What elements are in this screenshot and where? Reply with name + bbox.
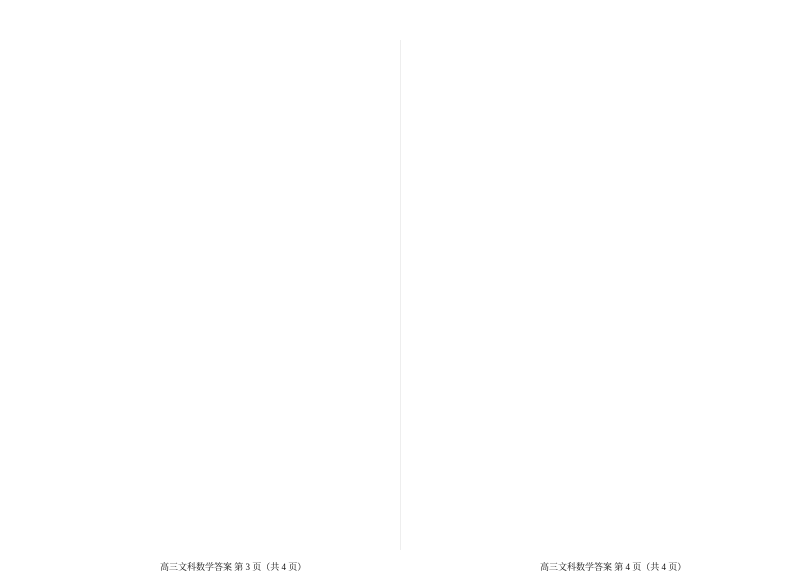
page-3-footer: 高三文科数学答案 第 3 页（共 4 页） (160, 562, 307, 572)
page-3-column (38, 0, 408, 578)
page-4-footer: 高三文科数学答案 第 4 页（共 4 页） (540, 562, 687, 572)
page-4-column (418, 0, 788, 578)
page-divider (400, 40, 401, 550)
